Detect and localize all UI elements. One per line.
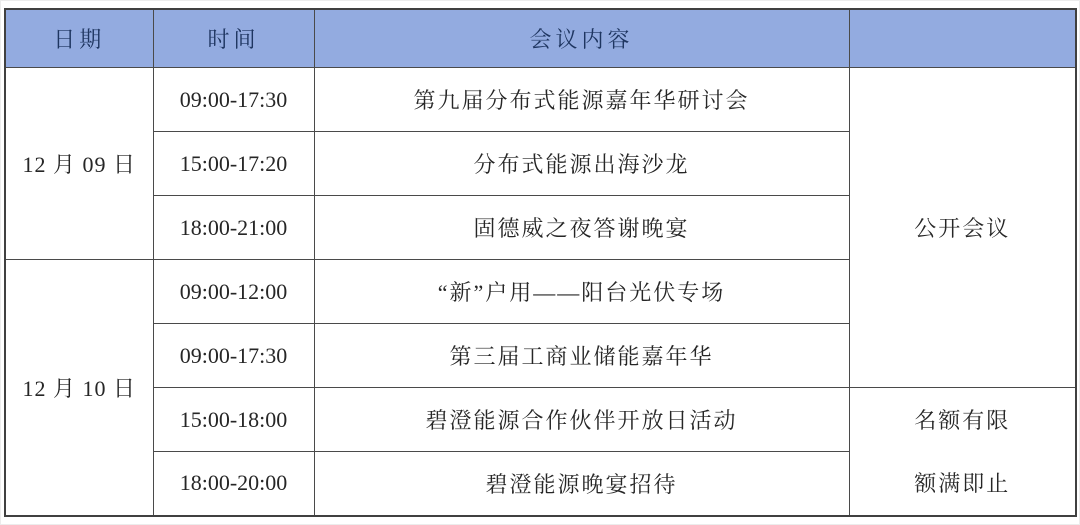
conference-schedule-table <box>4 8 1077 517</box>
table-row <box>5 68 1076 132</box>
note-stack <box>850 388 1076 514</box>
date-cell-dec09: 12 月 09 日 <box>5 68 153 260</box>
header-cell-date: 日期 <box>5 9 153 68</box>
header-row <box>5 9 1076 68</box>
content-cell: “新”户用——阳台光伏专场 <box>314 260 849 324</box>
note-limited-seats: 名额有限 <box>914 408 1011 434</box>
table-row <box>5 388 1076 452</box>
content-cell: 第三届工商业储能嘉年华 <box>314 324 849 388</box>
header-cell-time: 时间 <box>153 9 314 68</box>
header-cell-content: 会议内容 <box>314 9 849 68</box>
date-cell-dec10: 12 月 10 日 <box>5 260 153 516</box>
content-cell: 碧澄能源晚宴招待 <box>314 452 849 516</box>
time-cell: 09:00-17:30 <box>153 324 314 388</box>
time-cell: 09:00-17:30 <box>153 68 314 132</box>
time-cell: 18:00-21:00 <box>153 196 314 260</box>
content-cell: 碧澄能源合作伙伴开放日活动 <box>314 388 849 452</box>
content-cell: 分布式能源出海沙龙 <box>314 132 849 196</box>
time-cell: 09:00-12:00 <box>153 260 314 324</box>
note-cell-limited <box>849 388 1076 516</box>
content-cell: 第九届分布式能源嘉年华研讨会 <box>314 68 849 132</box>
header-cell-note <box>849 9 1076 68</box>
time-cell: 15:00-17:20 <box>153 132 314 196</box>
time-cell: 15:00-18:00 <box>153 388 314 452</box>
time-cell: 18:00-20:00 <box>153 452 314 516</box>
note-cell-open-meeting: 公开会议 <box>849 68 1076 388</box>
content-cell: 固德威之夜答谢晚宴 <box>314 196 849 260</box>
note-full-stop: 额满即止 <box>914 471 1011 497</box>
